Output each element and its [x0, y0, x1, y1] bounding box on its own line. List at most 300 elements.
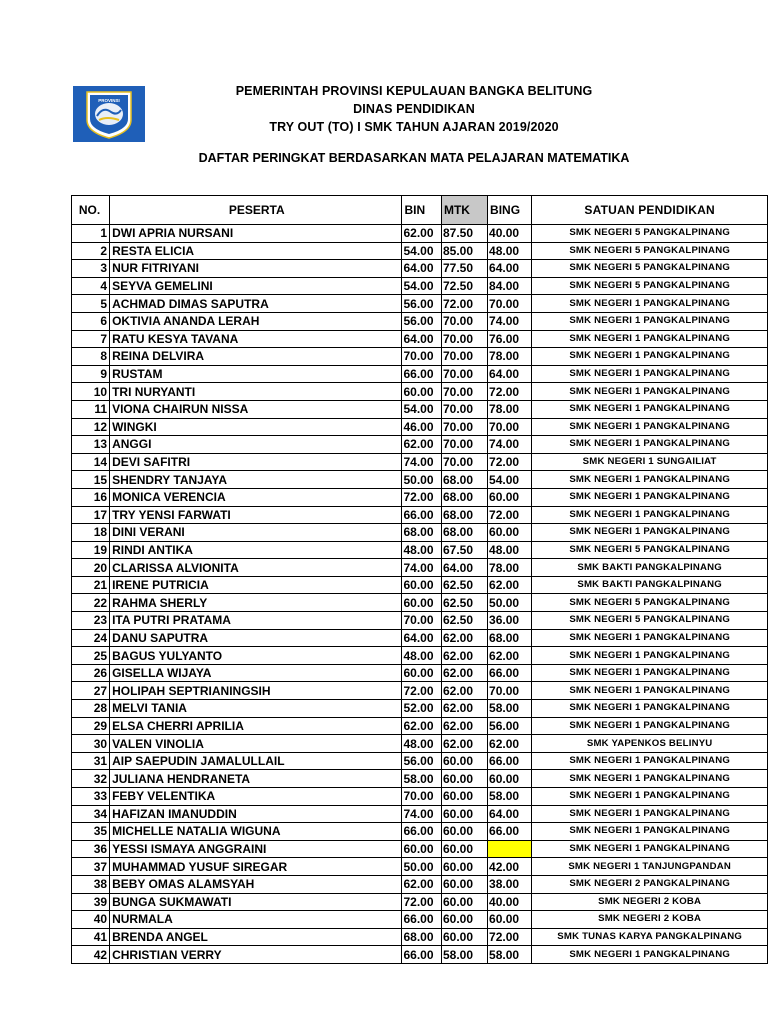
cell-bin: 66.00	[402, 506, 442, 524]
table-row	[72, 682, 768, 700]
cell-bing: 58.00	[488, 788, 532, 806]
cell-mtk: 68.00	[441, 471, 487, 489]
cell-no: 17	[72, 506, 110, 524]
cell-no: 25	[72, 647, 110, 665]
cell-peserta: ELSA CHERRI APRILIA	[110, 717, 402, 735]
col-header-no: NO.	[72, 196, 110, 225]
cell-bing: 64.00	[488, 365, 532, 383]
cell-no: 13	[72, 436, 110, 454]
cell-mtk: 60.00	[441, 911, 487, 929]
cell-bin: 70.00	[402, 612, 442, 630]
cell-bin: 64.00	[402, 629, 442, 647]
cell-mtk: 60.00	[441, 770, 487, 788]
cell-mtk: 72.00	[441, 295, 487, 313]
cell-bing: 64.00	[488, 260, 532, 278]
cell-mtk: 70.00	[441, 383, 487, 401]
cell-mtk: 62.50	[441, 612, 487, 630]
cell-mtk: 62.00	[441, 664, 487, 682]
cell-satuan-pendidikan: SMK NEGERI 1 PANGKALPINANG	[532, 647, 768, 665]
cell-bing: 42.00	[488, 858, 532, 876]
table-row	[72, 541, 768, 559]
cell-peserta: TRY YENSI FARWATI	[110, 506, 402, 524]
col-header-satuan-pendidikan: SATUAN PENDIDIKAN	[532, 196, 768, 225]
cell-mtk: 60.00	[441, 893, 487, 911]
cell-no: 29	[72, 717, 110, 735]
cell-no: 36	[72, 840, 110, 858]
cell-peserta: MUHAMMAD YUSUF SIREGAR	[110, 858, 402, 876]
cell-peserta: NURMALA	[110, 911, 402, 929]
cell-no: 40	[72, 911, 110, 929]
cell-mtk: 62.50	[441, 594, 487, 612]
cell-mtk: 77.50	[441, 260, 487, 278]
cell-mtk: 62.00	[441, 717, 487, 735]
table-row	[72, 700, 768, 718]
cell-bing	[488, 840, 532, 858]
cell-mtk: 60.00	[441, 788, 487, 806]
cell-no: 20	[72, 559, 110, 577]
cell-mtk: 62.00	[441, 647, 487, 665]
cell-bing: 68.00	[488, 629, 532, 647]
cell-peserta: RESTA ELICIA	[110, 242, 402, 260]
cell-mtk: 70.00	[441, 348, 487, 366]
cell-bing: 60.00	[488, 911, 532, 929]
cell-no: 11	[72, 400, 110, 418]
cell-satuan-pendidikan: SMK NEGERI 1 TANJUNGPANDAN	[532, 858, 768, 876]
cell-mtk: 72.50	[441, 277, 487, 295]
cell-mtk: 70.00	[441, 312, 487, 330]
cell-bing: 78.00	[488, 400, 532, 418]
cell-peserta: NUR FITRIYANI	[110, 260, 402, 278]
cell-peserta: IRENE PUTRICIA	[110, 576, 402, 594]
cell-bing: 40.00	[488, 893, 532, 911]
header-department: DINAS PENDIDIKAN	[353, 102, 475, 116]
cell-peserta: OKTIVIA ANANDA LERAH	[110, 312, 402, 330]
table-row	[72, 664, 768, 682]
cell-bin: 74.00	[402, 559, 442, 577]
cell-peserta: MICHELLE NATALIA WIGUNA	[110, 823, 402, 841]
cell-bing: 70.00	[488, 682, 532, 700]
cell-bin: 72.00	[402, 682, 442, 700]
table-row	[72, 647, 768, 665]
cell-satuan-pendidikan: SMK NEGERI 1 PANGKALPINANG	[532, 788, 768, 806]
cell-no: 28	[72, 700, 110, 718]
cell-satuan-pendidikan: SMK NEGERI 1 PANGKALPINANG	[532, 823, 768, 841]
cell-bing: 36.00	[488, 612, 532, 630]
cell-mtk: 70.00	[441, 330, 487, 348]
cell-peserta: VALEN VINOLIA	[110, 735, 402, 753]
cell-no: 4	[72, 277, 110, 295]
table-row	[72, 383, 768, 401]
cell-bin: 74.00	[402, 805, 442, 823]
cell-peserta: REINA DELVIRA	[110, 348, 402, 366]
page-subtitle: DAFTAR PERINGKAT BERDASARKAN MATA PELAJARAN MATEMATIKA	[198, 151, 630, 165]
cell-mtk: 62.50	[441, 576, 487, 594]
cell-satuan-pendidikan: SMK YAPENKOS BELINYU	[532, 735, 768, 753]
cell-satuan-pendidikan: SMK NEGERI 5 PANGKALPINANG	[532, 242, 768, 260]
cell-satuan-pendidikan: SMK NEGERI 1 PANGKALPINANG	[532, 752, 768, 770]
cell-mtk: 62.00	[441, 629, 487, 647]
cell-no: 18	[72, 524, 110, 542]
table-row	[72, 840, 768, 858]
cell-satuan-pendidikan: SMK NEGERI 1 PANGKALPINANG	[532, 488, 768, 506]
cell-mtk: 60.00	[441, 858, 487, 876]
cell-bin: 46.00	[402, 418, 442, 436]
cell-satuan-pendidikan: SMK NEGERI 1 PANGKALPINANG	[532, 682, 768, 700]
cell-bin: 60.00	[402, 840, 442, 858]
cell-bing: 50.00	[488, 594, 532, 612]
col-header-bing: BING	[488, 196, 532, 225]
cell-mtk: 62.00	[441, 682, 487, 700]
cell-bing: 76.00	[488, 330, 532, 348]
cell-peserta: RATU KESYA TAVANA	[110, 330, 402, 348]
cell-bing: 38.00	[488, 875, 532, 893]
cell-bin: 60.00	[402, 383, 442, 401]
cell-bin: 72.00	[402, 893, 442, 911]
cell-no: 10	[72, 383, 110, 401]
cell-peserta: BUNGA SUKMAWATI	[110, 893, 402, 911]
cell-peserta: RINDI ANTIKA	[110, 541, 402, 559]
cell-bing: 62.00	[488, 647, 532, 665]
cell-no: 39	[72, 893, 110, 911]
cell-satuan-pendidikan: SMK NEGERI 1 PANGKALPINANG	[532, 295, 768, 313]
cell-bin: 48.00	[402, 735, 442, 753]
cell-mtk: 68.00	[441, 524, 487, 542]
cell-peserta: CLARISSA ALVIONITA	[110, 559, 402, 577]
cell-mtk: 68.00	[441, 506, 487, 524]
table-row	[72, 506, 768, 524]
cell-peserta: BRENDA ANGEL	[110, 928, 402, 946]
cell-bin: 62.00	[402, 717, 442, 735]
cell-peserta: SEYVA GEMELINI	[110, 277, 402, 295]
cell-bin: 54.00	[402, 400, 442, 418]
cell-no: 31	[72, 752, 110, 770]
cell-bing: 58.00	[488, 946, 532, 964]
table-row	[72, 805, 768, 823]
cell-bing: 72.00	[488, 383, 532, 401]
table-row	[72, 400, 768, 418]
cell-no: 35	[72, 823, 110, 841]
cell-satuan-pendidikan: SMK BAKTI PANGKALPINANG	[532, 576, 768, 594]
cell-peserta: WINGKI	[110, 418, 402, 436]
cell-peserta: CHRISTIAN VERRY	[110, 946, 402, 964]
table-row	[72, 735, 768, 753]
cell-bin: 62.00	[402, 436, 442, 454]
cell-bin: 58.00	[402, 770, 442, 788]
cell-bing: 66.00	[488, 752, 532, 770]
cell-no: 30	[72, 735, 110, 753]
cell-bin: 52.00	[402, 700, 442, 718]
cell-peserta: HOLIPAH SEPTRIANINGSIH	[110, 682, 402, 700]
table-row	[72, 418, 768, 436]
cell-no: 42	[72, 946, 110, 964]
cell-satuan-pendidikan: SMK NEGERI 1 PANGKALPINANG	[532, 664, 768, 682]
table-row	[72, 875, 768, 893]
header-government: PEMERINTAH PROVINSI KEPULAUAN BANGKA BELITUNG	[235, 84, 593, 98]
cell-bing: 66.00	[488, 664, 532, 682]
cell-mtk: 68.00	[441, 488, 487, 506]
cell-satuan-pendidikan: SMK TUNAS KARYA PANGKALPINANG	[532, 928, 768, 946]
table-row	[72, 295, 768, 313]
cell-bing: 84.00	[488, 277, 532, 295]
cell-bin: 56.00	[402, 312, 442, 330]
table-row	[72, 858, 768, 876]
cell-peserta: ITA PUTRI PRATAMA	[110, 612, 402, 630]
cell-peserta: DEVI SAFITRI	[110, 453, 402, 471]
cell-bin: 68.00	[402, 928, 442, 946]
cell-bing: 58.00	[488, 700, 532, 718]
table-row	[72, 788, 768, 806]
cell-peserta: ANGGI	[110, 436, 402, 454]
cell-mtk: 60.00	[441, 805, 487, 823]
cell-mtk: 60.00	[441, 752, 487, 770]
cell-no: 21	[72, 576, 110, 594]
cell-no: 22	[72, 594, 110, 612]
cell-peserta: TRI NURYANTI	[110, 383, 402, 401]
cell-peserta: DINI VERANI	[110, 524, 402, 542]
cell-no: 37	[72, 858, 110, 876]
cell-satuan-pendidikan: SMK NEGERI 1 PANGKALPINANG	[532, 400, 768, 418]
cell-bin: 60.00	[402, 576, 442, 594]
cell-bin: 48.00	[402, 541, 442, 559]
table-row	[72, 911, 768, 929]
table-row	[72, 928, 768, 946]
cell-no: 14	[72, 453, 110, 471]
cell-bing: 70.00	[488, 418, 532, 436]
cell-satuan-pendidikan: SMK NEGERI 1 PANGKALPINANG	[532, 365, 768, 383]
cell-bing: 70.00	[488, 295, 532, 313]
cell-bing: 74.00	[488, 312, 532, 330]
table-body	[72, 225, 768, 964]
table-row	[72, 559, 768, 577]
cell-peserta: BAGUS YULYANTO	[110, 647, 402, 665]
table-row	[72, 612, 768, 630]
cell-satuan-pendidikan: SMK NEGERI 1 PANGKALPINANG	[532, 805, 768, 823]
table-row	[72, 277, 768, 295]
cell-bin: 48.00	[402, 647, 442, 665]
logo-text: PROVINSI	[98, 98, 120, 103]
cell-no: 32	[72, 770, 110, 788]
cell-no: 23	[72, 612, 110, 630]
cell-bing: 72.00	[488, 506, 532, 524]
table-row	[72, 576, 768, 594]
table-row	[72, 717, 768, 735]
cell-bin: 74.00	[402, 453, 442, 471]
cell-bin: 60.00	[402, 594, 442, 612]
cell-bing: 56.00	[488, 717, 532, 735]
cell-bin: 66.00	[402, 823, 442, 841]
table-row	[72, 594, 768, 612]
cell-peserta: VIONA CHAIRUN NISSA	[110, 400, 402, 418]
cell-satuan-pendidikan: SMK NEGERI 1 PANGKALPINANG	[532, 700, 768, 718]
cell-mtk: 60.00	[441, 928, 487, 946]
table-row	[72, 488, 768, 506]
cell-mtk: 58.00	[441, 946, 487, 964]
cell-satuan-pendidikan: SMK NEGERI 5 PANGKALPINANG	[532, 277, 768, 295]
col-header-bin: BIN	[402, 196, 442, 225]
cell-satuan-pendidikan: SMK NEGERI 1 PANGKALPINANG	[532, 717, 768, 735]
cell-mtk: 85.00	[441, 242, 487, 260]
cell-no: 15	[72, 471, 110, 489]
cell-bin: 62.00	[402, 225, 442, 243]
cell-bin: 54.00	[402, 242, 442, 260]
table-row	[72, 471, 768, 489]
cell-bing: 72.00	[488, 453, 532, 471]
cell-satuan-pendidikan: SMK NEGERI 1 PANGKALPINANG	[532, 840, 768, 858]
cell-bin: 72.00	[402, 488, 442, 506]
cell-satuan-pendidikan: SMK BAKTI PANGKALPINANG	[532, 559, 768, 577]
cell-mtk: 70.00	[441, 436, 487, 454]
cell-peserta: DANU SAPUTRA	[110, 629, 402, 647]
cell-no: 1	[72, 225, 110, 243]
cell-mtk: 70.00	[441, 418, 487, 436]
cell-peserta: JULIANA HENDRANETA	[110, 770, 402, 788]
header-event: TRY OUT (TO) I SMK TAHUN AJARAN 2019/2020	[269, 120, 559, 134]
cell-no: 9	[72, 365, 110, 383]
cell-satuan-pendidikan: SMK NEGERI 1 PANGKALPINANG	[532, 312, 768, 330]
cell-peserta: YESSI ISMAYA ANGGRAINI	[110, 840, 402, 858]
cell-satuan-pendidikan: SMK NEGERI 1 PANGKALPINANG	[532, 383, 768, 401]
cell-no: 12	[72, 418, 110, 436]
cell-bing: 62.00	[488, 735, 532, 753]
cell-bin: 64.00	[402, 330, 442, 348]
table-row	[72, 752, 768, 770]
cell-no: 7	[72, 330, 110, 348]
cell-satuan-pendidikan: SMK NEGERI 2 KOBA	[532, 911, 768, 929]
cell-bing: 78.00	[488, 559, 532, 577]
cell-mtk: 60.00	[441, 823, 487, 841]
cell-no: 24	[72, 629, 110, 647]
cell-satuan-pendidikan: SMK NEGERI 1 PANGKALPINANG	[532, 348, 768, 366]
cell-peserta: MONICA VERENCIA	[110, 488, 402, 506]
cell-no: 19	[72, 541, 110, 559]
cell-no: 26	[72, 664, 110, 682]
cell-satuan-pendidikan: SMK NEGERI 1 PANGKALPINANG	[532, 471, 768, 489]
cell-no: 3	[72, 260, 110, 278]
cell-bing: 48.00	[488, 541, 532, 559]
cell-peserta: HAFIZAN IMANUDDIN	[110, 805, 402, 823]
cell-bing: 48.00	[488, 242, 532, 260]
cell-bin: 56.00	[402, 295, 442, 313]
cell-bing: 64.00	[488, 805, 532, 823]
cell-peserta: DWI APRIA NURSANI	[110, 225, 402, 243]
cell-bing: 66.00	[488, 823, 532, 841]
cell-bin: 64.00	[402, 260, 442, 278]
cell-satuan-pendidikan: SMK NEGERI 5 PANGKALPINANG	[532, 594, 768, 612]
table-row	[72, 453, 768, 471]
cell-no: 38	[72, 875, 110, 893]
cell-satuan-pendidikan: SMK NEGERI 5 PANGKALPINANG	[532, 612, 768, 630]
cell-peserta: ACHMAD DIMAS SAPUTRA	[110, 295, 402, 313]
table-row	[72, 330, 768, 348]
col-header-peserta: PESERTA	[110, 196, 402, 225]
table-row	[72, 629, 768, 647]
cell-satuan-pendidikan: SMK NEGERI 2 PANGKALPINANG	[532, 875, 768, 893]
cell-bing: 54.00	[488, 471, 532, 489]
table-row	[72, 225, 768, 243]
table-row	[72, 823, 768, 841]
table-row	[72, 436, 768, 454]
cell-peserta: RAHMA SHERLY	[110, 594, 402, 612]
cell-peserta: BEBY OMAS ALAMSYAH	[110, 875, 402, 893]
cell-bing: 72.00	[488, 928, 532, 946]
cell-satuan-pendidikan: SMK NEGERI 1 PANGKALPINANG	[532, 418, 768, 436]
cell-bin: 62.00	[402, 875, 442, 893]
cell-no: 8	[72, 348, 110, 366]
cell-satuan-pendidikan: SMK NEGERI 5 PANGKALPINANG	[532, 225, 768, 243]
cell-satuan-pendidikan: SMK NEGERI 1 SUNGAILIAT	[532, 453, 768, 471]
table-row	[72, 524, 768, 542]
cell-bing: 78.00	[488, 348, 532, 366]
table-row	[72, 242, 768, 260]
cell-bin: 54.00	[402, 277, 442, 295]
table-header-row	[72, 196, 768, 225]
cell-bing: 60.00	[488, 488, 532, 506]
cell-bin: 66.00	[402, 365, 442, 383]
cell-satuan-pendidikan: SMK NEGERI 5 PANGKALPINANG	[532, 260, 768, 278]
cell-no: 6	[72, 312, 110, 330]
cell-no: 16	[72, 488, 110, 506]
cell-satuan-pendidikan: SMK NEGERI 5 PANGKALPINANG	[532, 541, 768, 559]
cell-peserta: SHENDRY TANJAYA	[110, 471, 402, 489]
cell-satuan-pendidikan: SMK NEGERI 1 PANGKALPINANG	[532, 629, 768, 647]
cell-bing: 40.00	[488, 225, 532, 243]
cell-no: 41	[72, 928, 110, 946]
table-row	[72, 946, 768, 964]
cell-no: 34	[72, 805, 110, 823]
cell-bin: 70.00	[402, 348, 442, 366]
cell-satuan-pendidikan: SMK NEGERI 1 PANGKALPINANG	[532, 436, 768, 454]
cell-mtk: 60.00	[441, 840, 487, 858]
cell-bin: 70.00	[402, 788, 442, 806]
table-row	[72, 260, 768, 278]
table-row	[72, 365, 768, 383]
cell-no: 5	[72, 295, 110, 313]
cell-mtk: 62.00	[441, 735, 487, 753]
cell-no: 2	[72, 242, 110, 260]
cell-bin: 50.00	[402, 858, 442, 876]
table-row	[72, 348, 768, 366]
cell-peserta: AIP SAEPUDIN JAMALULLAIL	[110, 752, 402, 770]
table-row	[72, 893, 768, 911]
cell-mtk: 64.00	[441, 559, 487, 577]
cell-peserta: FEBY VELENTIKA	[110, 788, 402, 806]
cell-mtk: 67.50	[441, 541, 487, 559]
cell-mtk: 60.00	[441, 875, 487, 893]
ranking-table	[71, 195, 768, 964]
cell-satuan-pendidikan: SMK NEGERI 1 PANGKALPINANG	[532, 330, 768, 348]
cell-no: 27	[72, 682, 110, 700]
cell-bin: 56.00	[402, 752, 442, 770]
cell-bing: 60.00	[488, 770, 532, 788]
cell-no: 33	[72, 788, 110, 806]
cell-mtk: 62.00	[441, 700, 487, 718]
cell-mtk: 87.50	[441, 225, 487, 243]
cell-satuan-pendidikan: SMK NEGERI 1 PANGKALPINANG	[532, 770, 768, 788]
cell-bin: 66.00	[402, 946, 442, 964]
table-row	[72, 312, 768, 330]
cell-satuan-pendidikan: SMK NEGERI 2 KOBA	[532, 893, 768, 911]
cell-satuan-pendidikan: SMK NEGERI 1 PANGKALPINANG	[532, 524, 768, 542]
cell-bing: 74.00	[488, 436, 532, 454]
col-header-mtk: MTK	[441, 196, 487, 225]
cell-mtk: 70.00	[441, 365, 487, 383]
cell-bing: 62.00	[488, 576, 532, 594]
cell-mtk: 70.00	[441, 400, 487, 418]
table-row	[72, 770, 768, 788]
cell-peserta: GISELLA WIJAYA	[110, 664, 402, 682]
cell-bin: 66.00	[402, 911, 442, 929]
cell-mtk: 70.00	[441, 453, 487, 471]
